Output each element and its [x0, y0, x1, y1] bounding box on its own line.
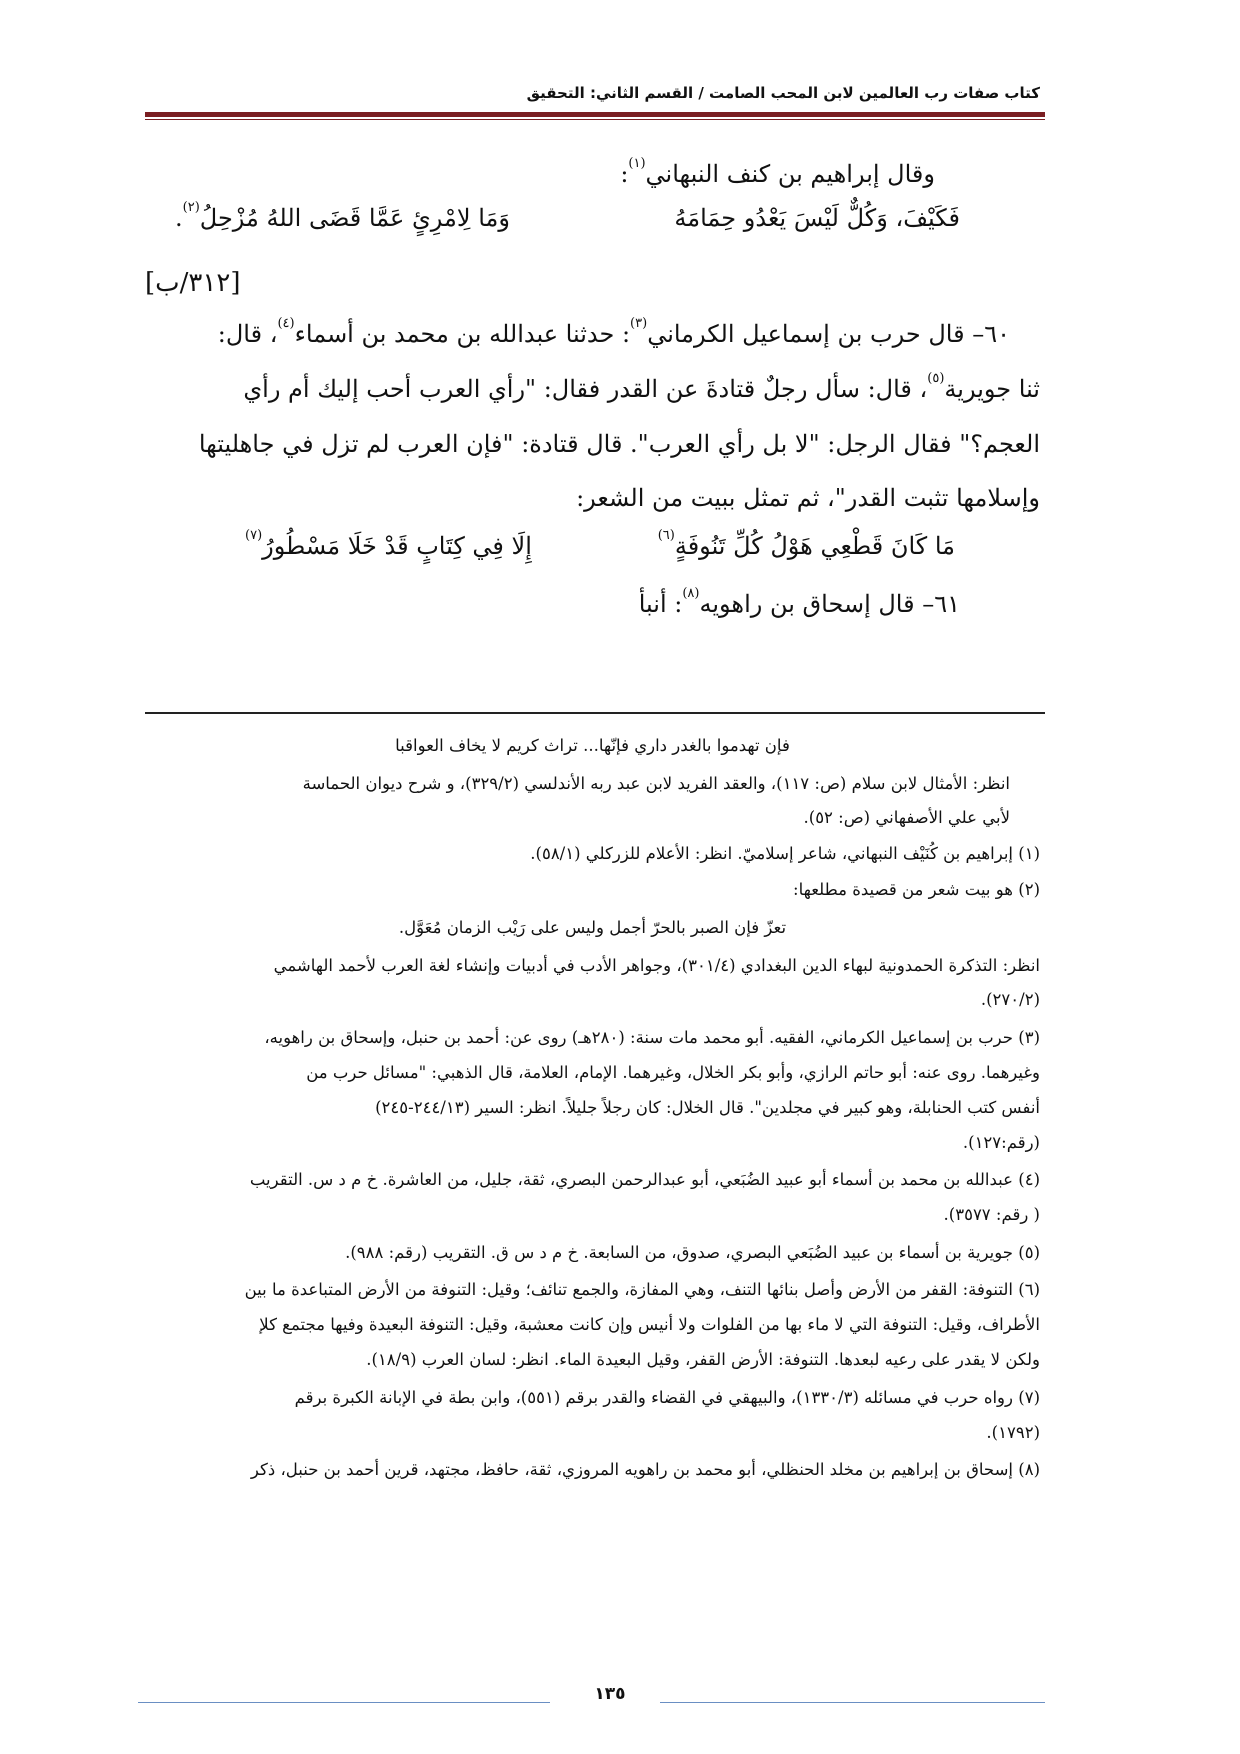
paragraph-61: ٦١– قال إسحاق بن راهويه$^{(٨)}$: أنبأ [638, 586, 960, 618]
footnote-ref[interactable]: (٢) [182, 200, 200, 215]
footnote-5: (٥) جويرية بن أسماء بن عبيد الضُبَعي البصري، صدوق، من السابعة. خ م د س ق. التقريب (رقم: ٩٨٨). [345, 1243, 1040, 1262]
footer-rule-right [660, 1702, 1045, 1703]
footnote-3-line4: (رقم:١٢٧). [962, 1133, 1040, 1152]
footnote-2-line1: انظر: التذكرة الحمدونية لبهاء الدين البغدادي (٣٠١/٤)، وجواهر الأدب في أدبيات وإنشاء لغة العرب لأحمد الهاشمي [273, 956, 1040, 975]
footnote-2: (٢) هو بيت شعر من قصيدة مطلعها: [793, 880, 1040, 899]
footnote-2-line2: (٢٧٠/٢). [980, 990, 1040, 1009]
footnote-ref[interactable]: (٨) [682, 586, 700, 601]
footnote-ref[interactable]: (٧) [245, 528, 263, 543]
footnote-ref[interactable]: (٦) [657, 528, 675, 543]
paragraph-60-line2: ثنا جويرية$^{(٥)}$، قال: سأل رجلٌ قتادةَ عن القدر فقال: "رأي العرب أحب إليك أم رأي [243, 371, 1040, 403]
footnote-ref[interactable]: (٣) [630, 316, 648, 331]
header-rule [145, 112, 1045, 117]
page-number: ١٣٥ [594, 1684, 626, 1704]
running-header: كتاب صفات رب العالمين لابن المحب الصامت / القسم الثاني: التحقيق [526, 84, 1040, 102]
verse1-hemistich-right: فَكَيْفَ، وَكُلٌّ لَيْسَ يَعْدُو حِمَامَهُ [674, 204, 960, 232]
footnote-ref[interactable]: (٤) [277, 316, 295, 331]
footnote-3-line2: وغيرهما. روى عنه: أبو حاتم الرازي، وأبو بكر الخلال، وغيرهما. الإمام، العلامة، قال الذهبي: "مسائل حرب من [306, 1063, 1040, 1082]
paragraph-60-line1: ٦٠– قال حرب بن إسماعيل الكرماني$^{(٣)}$: حدثنا عبدالله بن محمد بن أسماء$^{(٤)}$، قال: [217, 316, 1010, 348]
footnote-continuation-verse: فإن تهدموا بالغدر داري فإنّها... تراث كريم لا يخاف العواقبا [395, 736, 790, 755]
footnote-8-line1: (٨) إسحاق بن إبراهيم بن مخلد الحنظلي، أبو محمد بن راهويه المروزي، ثقة، حافظ، مجتهد، قرين أحمد بن حنبل، ذكر [250, 1460, 1040, 1479]
footnote-3-line1: (٣) حرب بن إسماعيل الكرماني، الفقيه. أبو محمد مات سنة: (٢٨٠هـ) روى عن: أحمد بن حنبل، وإسحاق بن راهويه، [264, 1028, 1040, 1047]
intro-line: وقال إبراهيم بن كنف النبهاني$^{(١)}$: [620, 156, 935, 188]
footnote-2-verse: تعزّ فإن الصبر بالحرّ أجمل وليس على رَيْب الزمان مُعَوَّل. [398, 918, 787, 937]
footnote-7-line1: (٧) رواه حرب في مسائله (١٣٣٠/٣)، والبيهقي في القضاء والقدر برقم (٥٥١)، وابن بطة في الإبانة الكبرة برقم [294, 1388, 1040, 1407]
footnote-3-line3: أنفس كتب الحنابلة، وهو كبير في مجلدين". قال الخلال: كان رجلاً جليلاً. انظر: السير (٢٤٤/١٣-٢٤٥) [375, 1098, 1040, 1117]
header-rule-thin [145, 119, 1045, 120]
verse2-hemistich-right: مَا كَانَ قَطْعِي هَوْلُ كُلِّ تَنُوفَةٍ$^{(٦)}$ [657, 528, 955, 560]
footnote-4-line1: (٤) عبدالله بن محمد بن أسماء أبو عبيد الضُبَعي، أبو عبدالرحمن البصري، ثقة، جليل، من العاشرة. خ م د س. التقريب [249, 1170, 1040, 1189]
footnote-separator [145, 712, 1045, 714]
footnote-6-line1: (٦) التنوفة: القفر من الأرض وأصل بنائها التنف، وهي المفازة، والجمع تنائف؛ وقيل: التنوفة من الأرض المتباعدة ما بين [244, 1280, 1040, 1299]
footnote-ref[interactable]: (١) [628, 156, 646, 171]
footnote-6-line2: الأطراف، وقيل: التنوفة التي لا ماء بها من الفلوات ولا أنيس وإن كانت معشبة، وقيل: التنوفة البعيدة وفيها مجتمع كلإ [259, 1315, 1040, 1334]
footer-rule-left [138, 1702, 550, 1703]
verse2-hemistich-left: إِلَا فِي كِتَابٍ قَدْ خَلَا مَسْطُورُ$^{(٧)}$ [245, 528, 532, 560]
footnote-7-line2: (١٧٩٢). [986, 1423, 1040, 1442]
footnote-4-line2: ( رقم: ٣٥٧٧). [943, 1205, 1040, 1224]
folio-marker: [٣١٢/ب] [145, 268, 241, 298]
footnote-continuation-line2: لأبي علي الأصفهاني (ص: ٥٢). [803, 808, 1010, 827]
paragraph-60-line4: وإسلامها تثبت القدر"، ثم تمثل ببيت من الشعر: [576, 484, 1040, 512]
verse1-hemistich-left: وَمَا لِامْرِئٍ عَمَّا قَضَى اللهُ مُزْحِلُ$^{(٢)}$. [175, 200, 510, 232]
footnote-continuation-line1: انظر: الأمثال لابن سلام (ص: ١١٧)، والعقد الفريد لابن عبد ربه الأندلسي (٣٢٩/٢)، و شرح ديوان الحماسة [302, 774, 1010, 793]
footnote-6-line3: ولكن لا يقدر على رعيه لبعدها. التنوفة: الأرض القفر، وقيل البعيدة الماء. انظر: لسان العرب (١٨/٩). [366, 1350, 1040, 1369]
footnote-ref[interactable]: (٥) [927, 371, 945, 386]
paragraph-60-line3: العجم؟" فقال الرجل: "لا بل رأي العرب". قال قتادة: "فإن العرب لم تزل في جاهليتها [198, 430, 1040, 458]
footnote-1: (١) إبراهيم بن كُنَيْف النبهاني، شاعر إسلاميّ. انظر: الأعلام للزركلي (٥٨/١). [530, 844, 1040, 863]
